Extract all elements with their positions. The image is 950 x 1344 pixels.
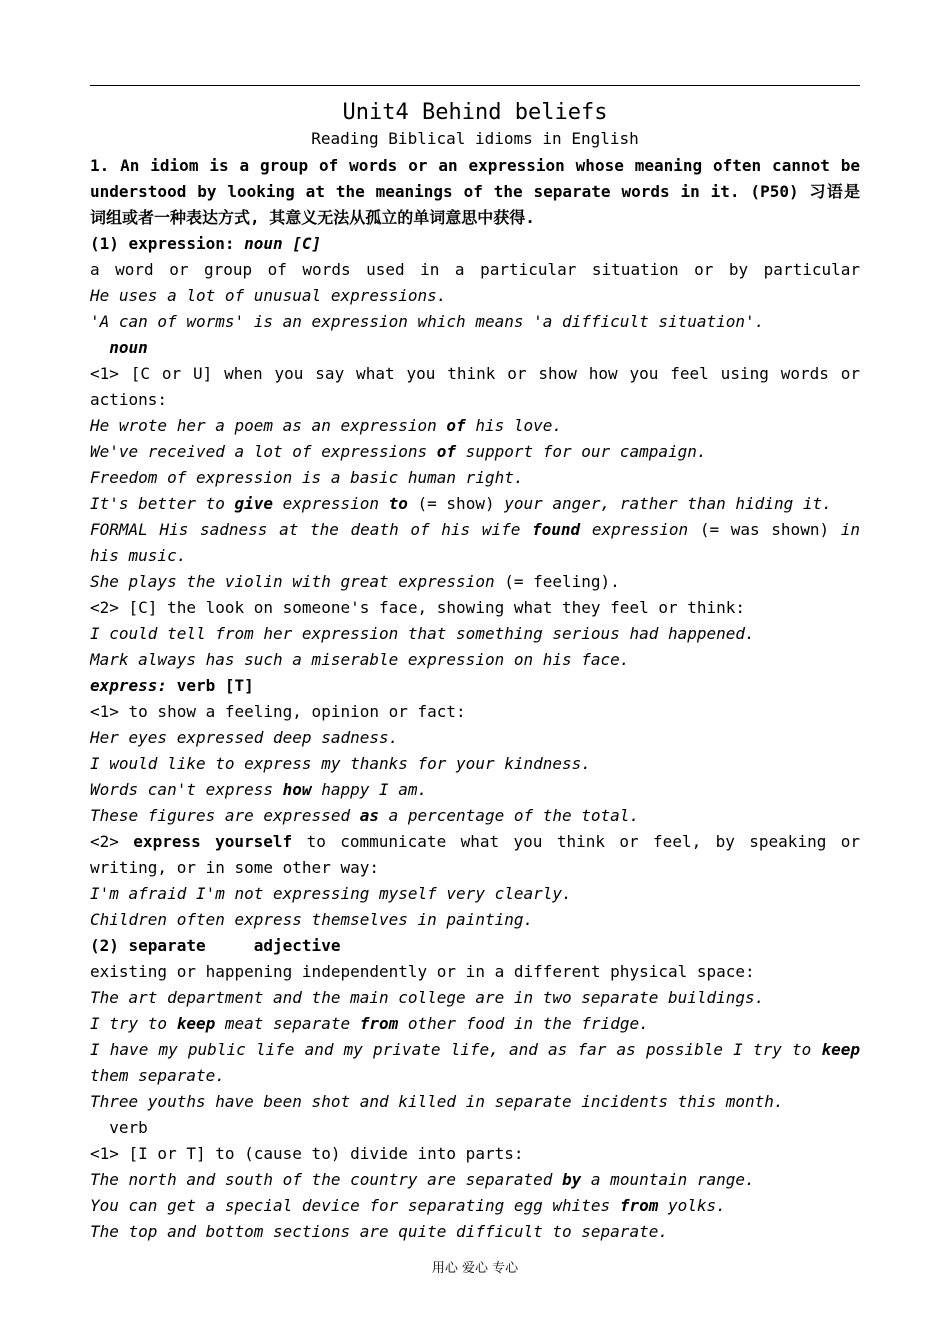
text-segment: support for our campaign. [456,442,707,461]
text-segment: by [562,1170,582,1189]
text-segment: <2> [90,832,134,851]
text-segment: existing or happening independently or in a different physical space: [90,962,755,981]
text-segment: I could tell from her expression that something serious had happened. [90,624,755,643]
text-segment: (= show) [407,494,505,513]
text-line [90,933,860,959]
text-segment: verb [90,1118,148,1137]
text-segment: understood by looking at the meanings of the separate words in it. (P50) 习语是 [90,182,860,201]
text-segment: <1> [I or T] to (cause to) divide into parts: [90,1144,524,1163]
text-segment: keep [821,1040,860,1059]
text-line [90,803,860,829]
document-title: Unit4 Behind beliefs [342,100,608,125]
text-segment: of [436,442,457,461]
text-segment: He wrote her a poem as an expression [90,416,447,435]
text-segment: meat separate [215,1014,360,1033]
text-segment: (2) separate adjective [90,936,341,955]
text-segment: FORMAL His sadness at the death of his wife [90,520,533,539]
text-line [90,1167,860,1193]
text-line [90,465,860,491]
text-line [90,699,860,725]
text-line [90,283,860,309]
text-segment: writing, or in some other way: [90,858,379,877]
text-line [90,647,860,673]
text-line [90,751,860,777]
text-line [90,439,860,465]
text-segment: <2> [C] the look on someone's face, showing what they feel or think: [90,598,746,617]
text-segment: as [359,806,379,825]
text-segment: a percentage of the total. [378,806,640,825]
text-line [90,1089,860,1115]
text-line [90,907,860,933]
text-segment: 词组或者一种表达方式, 其意义无法从孤立的单词意思中获得. [90,208,535,227]
text-segment: These figures are expressed [90,806,360,825]
text-segment: noun [109,338,148,357]
text-segment: 'A can of worms' is an expression which means 'a difficult situation'. [90,312,765,331]
text-line [90,231,860,257]
text-segment: Three youths have been shot and killed in separate incidents this month. [90,1092,784,1111]
text-segment: from [619,1196,659,1215]
text-line [90,673,860,699]
text-segment: happy I am. [311,780,428,799]
text-segment: (1) expression: [90,234,245,253]
text-segment: his love. [465,416,563,435]
text-line [90,959,860,985]
text-segment: Freedom of expression is a basic human right. [90,468,524,487]
text-line [90,881,860,907]
text-line [90,205,860,231]
text-segment: them separate. [90,1066,225,1085]
text-segment: Mark always has such a miserable expression on his face. [90,650,630,669]
text-line [90,1037,860,1063]
text-line [90,1219,860,1245]
text-segment: of [446,416,466,435]
text-segment: to communicate what you think or feel, by speaking or [292,832,860,851]
text-line [90,361,860,387]
text-segment [90,338,109,357]
document-subtitle: Reading Biblical idioms in English [311,129,639,148]
page-footer: 用心 爱心 专心 [431,1261,519,1276]
text-line [90,413,860,439]
text-line [90,179,860,205]
text-segment: to [388,494,408,513]
text-line [90,1063,860,1089]
text-segment: expression [580,520,700,539]
text-segment: The north and south of the country are separated [90,1170,563,1189]
text-segment: I would like to express my thanks for your kindness. [90,754,591,773]
text-segment: express yourself [133,832,293,851]
text-line [90,257,860,283]
text-line [90,387,860,413]
text-segment: give [234,494,274,513]
text-segment: expression [273,494,389,513]
text-segment: from [359,1014,399,1033]
text-line [90,725,860,751]
text-segment: your anger, rather than hiding it. [504,494,832,513]
text-segment: express: [90,676,168,695]
text-line [90,985,860,1011]
text-segment: She plays the violin with great expression [90,572,505,591]
text-line [90,335,860,361]
text-segment: his music. [90,546,187,565]
text-line [90,517,860,543]
text-segment: The top and bottom sections are quite difficult to separate. [90,1222,668,1241]
text-line [90,621,860,647]
text-segment: noun [C] [244,234,322,253]
text-segment: Her eyes expressed deep sadness. [90,728,399,747]
text-segment: verb [T] [167,676,254,695]
text-segment: a word or group of words used in a particular situation or by particular [90,260,860,279]
text-line [90,309,860,335]
text-segment: in [829,520,860,539]
text-line [90,153,860,179]
text-segment: He uses a lot of unusual expressions. [90,286,447,305]
text-line [90,1115,860,1141]
text-line [90,777,860,803]
text-segment: (= was shown) [699,520,830,539]
text-segment: Words can't express [90,780,283,799]
text-segment: You can get a special device for separating egg whites [90,1196,620,1215]
text-line [90,829,860,855]
text-line [90,1193,860,1219]
text-segment: <1> [C or U] when you say what you think or show how you feel using words or [90,364,860,383]
text-segment: It's better to [90,494,235,513]
text-line [90,1141,860,1167]
text-segment: yolks. [658,1196,726,1215]
document-body [90,153,860,1245]
text-segment: 1. An idiom is a group of words or an expression whose meaning often cannot be [90,156,860,175]
text-segment: found [532,520,581,539]
text-segment: a mountain range. [581,1170,755,1189]
text-segment: I'm afraid I'm not expressing myself very clearly. [90,884,572,903]
text-line [90,1011,860,1037]
text-line [90,491,860,517]
text-segment: actions: [90,390,168,409]
text-segment: keep [176,1014,216,1033]
text-segment: <1> to show a feeling, opinion or fact: [90,702,466,721]
text-segment: (= feeling). [504,572,620,591]
text-segment: I have my public life and my private life, and as far as possible I try to [90,1040,822,1059]
text-line [90,543,860,569]
text-segment: We've received a lot of expressions [90,442,437,461]
header-rule [90,85,860,86]
text-line [90,595,860,621]
text-line [90,569,860,595]
text-segment: Children often express themselves in painting. [90,910,534,929]
text-segment: The art department and the main college are in two separate buildings. [90,988,765,1007]
text-line [90,855,860,881]
text-segment: other food in the fridge. [398,1014,649,1033]
text-segment: I try to [90,1014,177,1033]
text-segment: how [282,780,312,799]
